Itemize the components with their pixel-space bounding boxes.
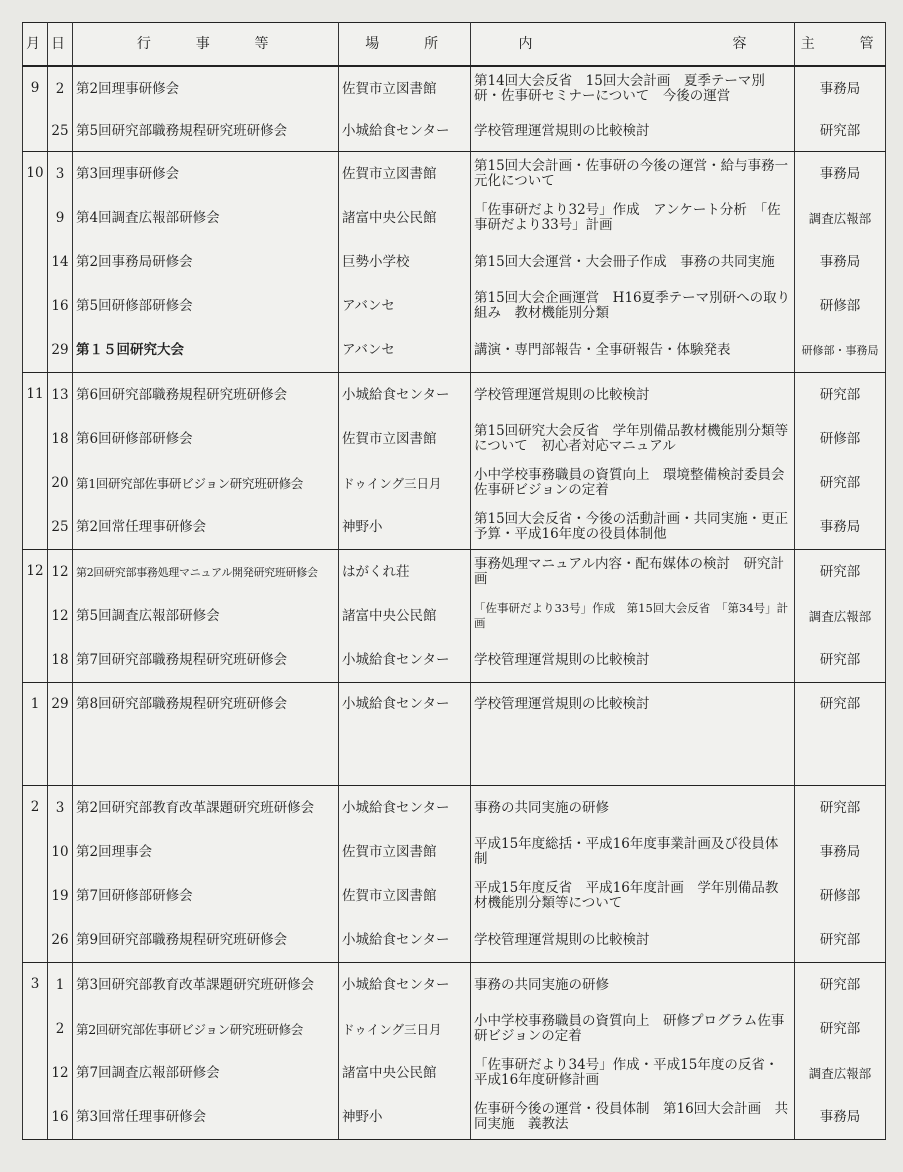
- organizer-cell: 事務局: [795, 505, 886, 550]
- event-cell: 第2回事務局研修会: [73, 240, 339, 284]
- event-cell: 第7回研究部職務規程研究班研修会: [73, 638, 339, 683]
- table-row: [23, 830, 886, 874]
- content-cell: 事務の共同実施の研修: [471, 786, 795, 831]
- day-cell: 9: [48, 196, 73, 240]
- event-cell: 第9回研究部職務規程研究班研修会: [73, 918, 339, 963]
- place-cell: 神野小: [339, 1095, 471, 1140]
- content-cell: 第15回大会計画・佐事研の今後の運営・給与事務一元化について: [471, 152, 795, 197]
- place-cell: はがくれ荘: [339, 550, 471, 595]
- content-cell: 小中学校事務職員の資質向上 環境整備検討委員会 佐事研ビジョンの定着: [471, 461, 795, 505]
- day-cell: 12: [48, 594, 73, 638]
- table-row: [23, 66, 886, 111]
- place-cell: 小城給食センター: [339, 963, 471, 1008]
- organizer-cell: 研修部・事務局: [795, 328, 886, 373]
- table-row: [23, 417, 886, 461]
- event-cell: 第6回研究部職務規程研究班研修会: [73, 373, 339, 418]
- content-cell: 第15回大会企画運営 H16夏季テーマ別研への取り組み 教材機能別分類: [471, 284, 795, 328]
- day-cell: 29: [48, 683, 73, 786]
- content-cell: 第15回大会反省・今後の活動計画・共同実施・更正予算・平成16年度の役員体制他: [471, 505, 795, 550]
- place-cell: 佐賀市立図書館: [339, 874, 471, 918]
- event-cell: 第2回研究部佐事研ビジョン研究班研修会: [73, 1007, 339, 1051]
- day-cell: 12: [48, 1051, 73, 1095]
- table-row: [23, 786, 886, 831]
- event-cell: 第8回研究部職務規程研究班研修会: [73, 683, 339, 786]
- month-cell: 1: [23, 683, 48, 786]
- place-cell: 諸富中央公民館: [339, 1051, 471, 1095]
- day-cell: 29: [48, 328, 73, 373]
- header-content: [471, 23, 795, 67]
- organizer-cell: 事務局: [795, 830, 886, 874]
- place-cell: 小城給食センター: [339, 918, 471, 963]
- month-cell: 2: [23, 786, 48, 963]
- table-row: [23, 111, 886, 152]
- event-cell: 第4回調査広報部研修会: [73, 196, 339, 240]
- place-cell: 小城給食センター: [339, 373, 471, 418]
- month-cell: 3: [23, 963, 48, 1140]
- event-cell: 第5回研修部研修会: [73, 284, 339, 328]
- header-content-left: 内: [518, 35, 533, 52]
- content-cell: 学校管理運営規則の比較検討: [471, 373, 795, 418]
- table-row: [23, 550, 886, 595]
- table-row: [23, 240, 886, 284]
- organizer-cell: 研修部: [795, 284, 886, 328]
- header-content-right: 容: [732, 35, 747, 52]
- place-cell: 諸富中央公民館: [339, 196, 471, 240]
- day-cell: 1: [48, 963, 73, 1008]
- day-cell: 12: [48, 550, 73, 595]
- content-cell: 第15回大会運営・大会冊子作成 事務の共同実施: [471, 240, 795, 284]
- table-row: [23, 373, 886, 418]
- header-event: 行 事 等: [73, 23, 339, 67]
- place-cell: ドゥイング三日月: [339, 461, 471, 505]
- event-cell: 第1回研究部佐事研ビジョン研究班研修会: [73, 461, 339, 505]
- organizer-cell: 研究部: [795, 461, 886, 505]
- month-cell: 9: [23, 66, 48, 152]
- place-cell: アバンセ: [339, 284, 471, 328]
- day-cell: 16: [48, 284, 73, 328]
- place-cell: 小城給食センター: [339, 638, 471, 683]
- content-cell: 佐事研今後の運営・役員体制 第16回大会計画 共同実施 義教法: [471, 1095, 795, 1140]
- table-row: [23, 638, 886, 683]
- event-cell: 第7回研修部研修会: [73, 874, 339, 918]
- day-cell: 13: [48, 373, 73, 418]
- table-row: [23, 683, 886, 786]
- day-cell: 16: [48, 1095, 73, 1140]
- content-cell: 第14回大会反省 15回大会計画 夏季テーマ別研・佐事研セミナーについて 今後の運営: [471, 66, 795, 111]
- table-row: [23, 1095, 886, 1140]
- event-cell: 第3回研究部教育改革課題研究班研修会: [73, 963, 339, 1008]
- table-row: [23, 1051, 886, 1095]
- event-cell: 第6回研修部研修会: [73, 417, 339, 461]
- organizer-cell: 研修部: [795, 417, 886, 461]
- month-cell: 11: [23, 373, 48, 550]
- organizer-cell: 研究部: [795, 683, 886, 786]
- organizer-cell: 研究部: [795, 1007, 886, 1051]
- content-cell: 「佐事研だより32号」作成 アンケート分析 「佐事研だより33号」計画: [471, 196, 795, 240]
- day-cell: 3: [48, 152, 73, 197]
- organizer-cell: 事務局: [795, 1095, 886, 1140]
- header-day: 日: [48, 23, 73, 67]
- content-cell: 事務処理マニュアル内容・配布媒体の検討 研究計画: [471, 550, 795, 595]
- header-row: [23, 23, 886, 67]
- month-cell: 10: [23, 152, 48, 373]
- organizer-cell: 研究部: [795, 111, 886, 152]
- table-row: [23, 505, 886, 550]
- event-cell: 第5回調査広報部研修会: [73, 594, 339, 638]
- day-cell: 2: [48, 66, 73, 111]
- event-cell: 第2回常任理事研修会: [73, 505, 339, 550]
- table-row: [23, 874, 886, 918]
- table-row: [23, 594, 886, 638]
- content-cell: 学校管理運営規則の比較検討: [471, 111, 795, 152]
- organizer-cell: 事務局: [795, 240, 886, 284]
- place-cell: 佐賀市立図書館: [339, 152, 471, 197]
- organizer-cell: 研究部: [795, 550, 886, 595]
- day-cell: 18: [48, 638, 73, 683]
- month-cell: 12: [23, 550, 48, 683]
- day-cell: 2: [48, 1007, 73, 1051]
- event-cell: 第2回研究部教育改革課題研究班研修会: [73, 786, 339, 831]
- organizer-cell: 事務局: [795, 66, 886, 111]
- event-cell: 第5回研究部職務規程研究班研修会: [73, 111, 339, 152]
- place-cell: 小城給食センター: [339, 683, 471, 786]
- event-cell: 第3回常任理事研修会: [73, 1095, 339, 1140]
- header-month: 月: [23, 23, 48, 67]
- table-row: [23, 152, 886, 197]
- place-cell: 巨勢小学校: [339, 240, 471, 284]
- event-cell: 第2回理事会: [73, 830, 339, 874]
- place-cell: 佐賀市立図書館: [339, 66, 471, 111]
- content-cell: 「佐事研だより34号」作成・平成15年度の反省・平成16年度研修計画: [471, 1051, 795, 1095]
- event-cell: 第7回調査広報部研修会: [73, 1051, 339, 1095]
- content-cell: 平成15年度総括・平成16年度事業計画及び役員体制: [471, 830, 795, 874]
- content-cell: 学校管理運営規則の比較検討: [471, 918, 795, 963]
- content-cell: 学校管理運営規則の比較検討: [471, 683, 795, 786]
- organizer-cell: 研究部: [795, 786, 886, 831]
- table-row: [23, 1007, 886, 1051]
- organizer-cell: 研究部: [795, 963, 886, 1008]
- table-row: [23, 963, 886, 1008]
- day-cell: 10: [48, 830, 73, 874]
- place-cell: 諸富中央公民館: [339, 594, 471, 638]
- organizer-cell: 調査広報部: [795, 594, 886, 638]
- place-cell: 佐賀市立図書館: [339, 830, 471, 874]
- content-cell: 事務の共同実施の研修: [471, 963, 795, 1008]
- content-cell: 平成15年度反省 平成16年度計画 学年別備品教材機能別分類等について: [471, 874, 795, 918]
- organizer-cell: 事務局: [795, 152, 886, 197]
- organizer-cell: 研修部: [795, 874, 886, 918]
- table-row: [23, 284, 886, 328]
- place-cell: アバンセ: [339, 328, 471, 373]
- place-cell: 佐賀市立図書館: [339, 417, 471, 461]
- day-cell: 19: [48, 874, 73, 918]
- schedule-table: [22, 22, 886, 1140]
- organizer-cell: 研究部: [795, 918, 886, 963]
- table-row: [23, 918, 886, 963]
- organizer-cell: 研究部: [795, 638, 886, 683]
- day-cell: 25: [48, 111, 73, 152]
- place-cell: 神野小: [339, 505, 471, 550]
- day-cell: 25: [48, 505, 73, 550]
- organizer-cell: 研究部: [795, 373, 886, 418]
- place-cell: 小城給食センター: [339, 786, 471, 831]
- content-cell: 「佐事研だより33号」作成 第15回大会反省 「第34号」計画: [471, 594, 795, 638]
- day-cell: 20: [48, 461, 73, 505]
- day-cell: 18: [48, 417, 73, 461]
- day-cell: 3: [48, 786, 73, 831]
- event-cell: 第2回理事研修会: [73, 66, 339, 111]
- content-cell: 第15回研究大会反省 学年別備品教材機能別分類等について 初心者対応マニュアル: [471, 417, 795, 461]
- event-cell: 第１５回研究大会: [73, 328, 339, 373]
- event-cell: 第2回研究部事務処理マニュアル開発研究班研修会: [73, 550, 339, 595]
- day-cell: 26: [48, 918, 73, 963]
- table-row: [23, 196, 886, 240]
- place-cell: ドゥイング三日月: [339, 1007, 471, 1051]
- header-place: 場 所: [339, 23, 471, 67]
- day-cell: 14: [48, 240, 73, 284]
- header-organizer: 主 管: [795, 23, 886, 67]
- organizer-cell: 調査広報部: [795, 196, 886, 240]
- content-cell: 学校管理運営規則の比較検討: [471, 638, 795, 683]
- table-row: [23, 328, 886, 373]
- organizer-cell: 調査広報部: [795, 1051, 886, 1095]
- place-cell: 小城給食センター: [339, 111, 471, 152]
- content-cell: 講演・専門部報告・全事研報告・体験発表: [471, 328, 795, 373]
- event-cell: 第3回理事研修会: [73, 152, 339, 197]
- table-row: [23, 461, 886, 505]
- content-cell: 小中学校事務職員の資質向上 研修プログラム佐事研ビジョンの定着: [471, 1007, 795, 1051]
